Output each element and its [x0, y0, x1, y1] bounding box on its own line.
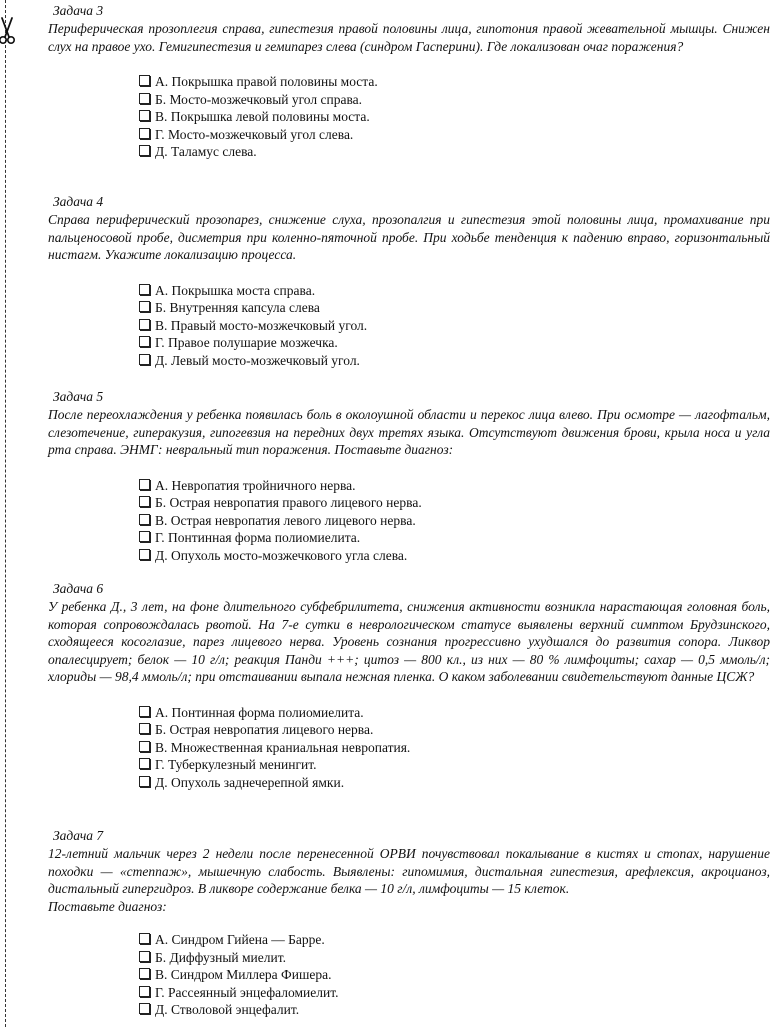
answer-option[interactable] [139, 739, 770, 757]
checkbox-icon[interactable] [139, 1003, 150, 1014]
answer-option[interactable] [139, 126, 770, 144]
answer-label: А. Понтинная форма полиомиелита. [155, 704, 364, 720]
answer-label: Г. Понтинная форма полиомиелита. [155, 530, 361, 545]
answer-option[interactable] [139, 756, 770, 774]
answer-option[interactable] [139, 299, 770, 317]
answer-option[interactable] [139, 494, 770, 512]
answer-label: Г. Рассеянный энцефаломиелит. [155, 984, 339, 1000]
answer-option[interactable] [139, 529, 770, 547]
answer-label: В. Острая невропатия левого лицевого нерва. [155, 512, 416, 528]
checkbox-icon[interactable] [139, 933, 150, 944]
answer-list [139, 282, 770, 370]
answer-label: Б. Внутренняя капсула слева [155, 300, 320, 315]
answer-label: А. Невропатия тройничного нерва. [155, 477, 356, 493]
answer-option[interactable] [139, 334, 770, 352]
answer-label: А. Синдром Гийена — Барре. [155, 932, 325, 947]
answer-label: В. Множественная краниальная невропатия. [155, 739, 411, 755]
task-text [48, 406, 770, 459]
checkbox-icon[interactable] [139, 549, 150, 560]
answer-label: В. Синдром Миллера Фишера. [155, 967, 332, 982]
answer-label: Б. Острая невропатия лицевого нерва. [155, 722, 374, 737]
answer-list [139, 477, 770, 565]
checkbox-icon[interactable] [139, 93, 150, 104]
checkbox-icon[interactable] [139, 75, 150, 86]
task-4 [48, 193, 770, 369]
checkbox-icon[interactable] [139, 968, 150, 979]
answer-label: Д. Таламус слева. [155, 144, 257, 159]
answer-label: Б. Мосто-мозжечковый угол справа. [155, 91, 363, 107]
answer-label: В. Покрышка левой половины моста. [155, 109, 370, 124]
answer-label: Д. Опухоль заднечерепной ямки. [155, 774, 345, 790]
task-text [48, 598, 770, 686]
task-title: Задача 7 [53, 828, 104, 843]
cut-line [5, 0, 6, 1027]
task-title: Задача 4 [53, 194, 104, 209]
task-paragraph: У ребенка Д., 3 лет, на фоне длительного субфебрилитета, снижения активности возникла нарастающая головная боль, которая сопровождалась рвотой. На 7-е сутки в неврологическом статусе выявлены верхний симптом Брудзинского, сходящееся косоглазие, парез лицевого нерва. Уровень сознания прогрессивно ухудшался до развития сопора. Ликвор опалесцирует; белок — 10 г/л; реакция Панди +++; цитоз — 800 кл., из них — 80 % лимфоциты; сахар — 0,5 ммоль/л; хлориды — 98,4 ммоль/л; при отстаивании выпала нежная пленка. О каком заболевании свидетельствуют данные ЦСЖ? [48, 599, 770, 684]
task-prompt: Поставьте диагноз: [48, 898, 167, 914]
answer-label: А. Покрышка правой половины моста. [155, 74, 378, 89]
checkbox-icon[interactable] [139, 514, 150, 525]
answer-label: А. Покрышка моста справа. [155, 282, 316, 298]
answer-option[interactable] [139, 984, 770, 1002]
answer-option[interactable] [139, 477, 770, 495]
answer-option[interactable] [139, 317, 770, 335]
answer-label: Б. Диффузный миелит. [155, 949, 286, 965]
answer-option[interactable] [139, 143, 770, 161]
answer-option[interactable] [139, 547, 770, 565]
checkbox-icon[interactable] [139, 110, 150, 121]
task-title: Задача 6 [53, 581, 104, 596]
answer-label: Г. Мосто-мозжечковый угол слева. [155, 126, 354, 142]
checkbox-icon[interactable] [139, 354, 150, 365]
task-text [48, 211, 770, 264]
checkbox-icon[interactable] [139, 319, 150, 330]
task-paragraph: 12-летний мальчик через 2 недели после перенесенной ОРВИ почувствовал покалывание в кистях и стопах, нарушение походки — «степпаж», мышечную слабость. Выявлены: гипомимия, дистальная гипестезия, арефлексия, акроцианоз, дистальный гипергидроз. В ликворе содержание белка — 10 г/л, лимфоциты — 15 клеток. [48, 846, 770, 896]
answer-option[interactable] [139, 91, 770, 109]
checkbox-icon[interactable] [139, 776, 150, 787]
checkbox-icon[interactable] [139, 145, 150, 156]
answer-label: В. Правый мосто-мозжечковый угол. [155, 317, 368, 333]
checkbox-icon[interactable] [139, 723, 150, 734]
checkbox-icon[interactable] [139, 758, 150, 769]
answer-option[interactable] [139, 721, 770, 739]
answer-option[interactable] [139, 73, 770, 91]
task-text [48, 845, 770, 915]
answer-option[interactable] [139, 949, 770, 967]
task-text [48, 20, 770, 55]
task-3 [48, 2, 770, 161]
checkbox-icon[interactable] [139, 128, 150, 139]
task-title: Задача 5 [53, 389, 104, 404]
checkbox-icon[interactable] [139, 284, 150, 295]
checkbox-icon[interactable] [139, 479, 150, 490]
answer-list [139, 73, 770, 161]
task-title: Задача 3 [53, 3, 104, 18]
answer-label: Г. Правое полушарие мозжечка. [155, 335, 338, 350]
checkbox-icon[interactable] [139, 986, 150, 997]
checkbox-icon[interactable] [139, 531, 150, 542]
answer-list [139, 931, 770, 1019]
checkbox-icon[interactable] [139, 301, 150, 312]
answer-option[interactable] [139, 774, 770, 792]
answer-label: Г. Туберкулезный менингит. [155, 757, 317, 772]
checkbox-icon[interactable] [139, 496, 150, 507]
scissors-icon [0, 16, 16, 46]
task-5 [48, 388, 770, 564]
answer-label: Б. Острая невропатия правого лицевого нерва. [155, 495, 422, 510]
answer-option[interactable] [139, 282, 770, 300]
answer-label: Д. Левый мосто-мозжечковый угол. [155, 352, 360, 368]
checkbox-icon[interactable] [139, 741, 150, 752]
answer-option[interactable] [139, 1001, 770, 1019]
task-7 [48, 827, 770, 1019]
task-paragraph: После переохлаждения у ребенка появилась боль в околоушной области и перекос лица влево. При осмотре — лагофтальм, слезотечение, гиперакузия, гипогевзия на передних двух третях языка. Отсутствуют движения брови, крыла носа и угла рта справа. ЭНМГ: невральный тип поражения. Поставьте диагноз: [48, 407, 770, 457]
task-6 [48, 580, 770, 791]
answer-label: Д. Опухоль мосто-мозжечкового угла слева. [155, 547, 408, 563]
task-paragraph: Периферическая прозоплегия справа, гипестезия правой половины лица, гипотония правой жевательной мышцы. Снижен слух на правое ухо. Гемигипестезия и гемипарез слева (синдром Гасперини). Где локализован очаг поражения? [48, 21, 770, 54]
answer-option[interactable] [139, 108, 770, 126]
task-paragraph: Справа периферический прозопарез, снижение слуха, прозопалгия и гипестезия этой половины лица, промахивание при пальценосовой пробе, дисметрия при коленно-пяточной пробе. При ходьбе тенденция к падению вправо, горизонтальный нистагм. Укажите локализацию процесса. [48, 212, 770, 262]
checkbox-icon[interactable] [139, 951, 150, 962]
answer-option[interactable] [139, 512, 770, 530]
answer-label: Д. Стволовой энцефалит. [155, 1002, 300, 1017]
answer-option[interactable] [139, 966, 770, 984]
answer-option[interactable] [139, 704, 770, 722]
checkbox-icon[interactable] [139, 336, 150, 347]
answer-option[interactable] [139, 352, 770, 370]
answer-option[interactable] [139, 931, 770, 949]
checkbox-icon[interactable] [139, 706, 150, 717]
answer-list [139, 704, 770, 792]
